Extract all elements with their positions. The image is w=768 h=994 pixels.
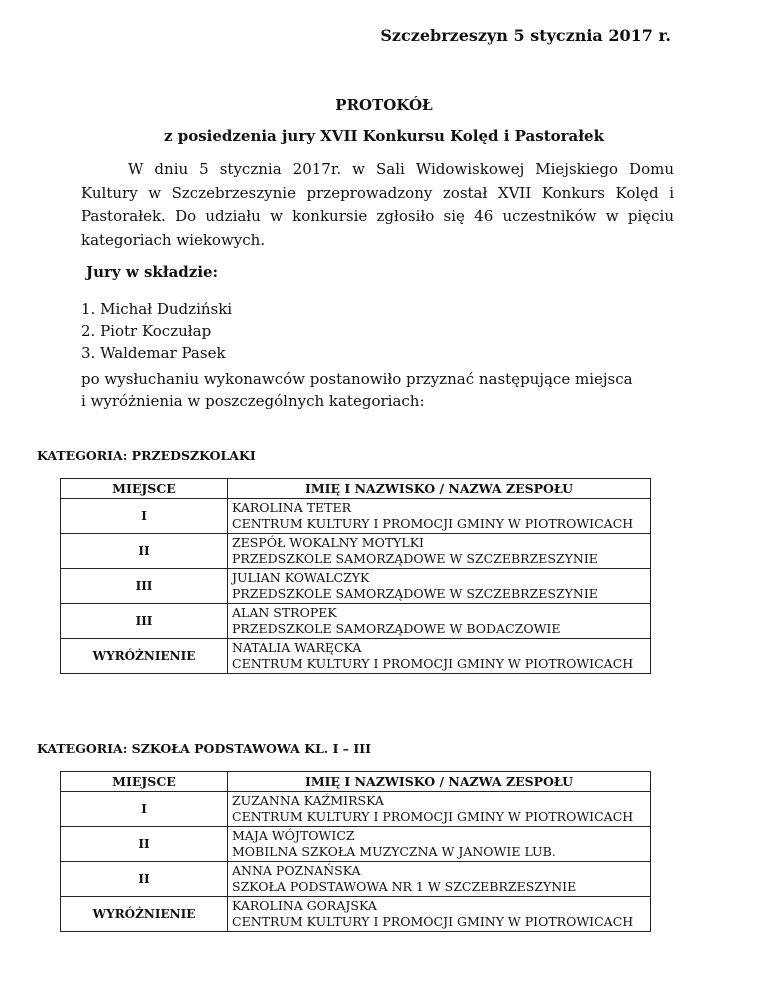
participant-cell <box>228 604 651 639</box>
participant-org: MOBILNA SZKOŁA MUZYCZNA W JANOWIE LUB. <box>232 844 556 859</box>
jury-list <box>81 298 232 364</box>
participant-cell <box>228 639 651 674</box>
table-row <box>61 499 651 534</box>
participant-name: ZUZANNA KAŹMIRSKA <box>232 793 384 808</box>
closing-line: po wysłuchaniu wykonawców postanowiło przyznać następujące miejsca <box>81 370 633 388</box>
participant-cell <box>228 534 651 569</box>
place-cell: WYRÓŻNIENIE <box>61 639 228 674</box>
table-row <box>61 639 651 674</box>
jury-heading: Jury w składzie: <box>86 263 219 281</box>
place-cell: I <box>61 499 228 534</box>
column-header-name: IMIĘ I NAZWISKO / NAZWA ZESPOŁU <box>228 772 651 792</box>
participant-name: NATALIA WARĘCKA <box>232 640 362 655</box>
results-table-primary-1-3 <box>60 771 651 932</box>
participant-name: MAJA WÓJTOWICZ <box>232 828 355 843</box>
participant-name: JULIAN KOWALCZYK <box>232 570 370 585</box>
table-row <box>61 862 651 897</box>
place-cell: I <box>61 792 228 827</box>
document-title: PROTOKÓŁ <box>335 96 433 114</box>
participant-cell <box>228 827 651 862</box>
participant-name: ANNA POZNAŃSKA <box>232 863 361 878</box>
participant-org: PRZEDSZKOLE SAMORZĄDOWE W BODACZOWIE <box>232 621 561 636</box>
table-header-row <box>61 479 651 499</box>
table-row <box>61 534 651 569</box>
column-header-place: MIEJSCE <box>61 772 228 792</box>
participant-cell <box>228 499 651 534</box>
table-header-row <box>61 772 651 792</box>
category-heading-preschool: KATEGORIA: PRZEDSZKOLAKI <box>37 448 256 463</box>
participant-name: ALAN STROPEK <box>232 605 337 620</box>
place-cell: II <box>61 862 228 897</box>
place-cell: WYRÓŻNIENIE <box>61 897 228 932</box>
closing-text <box>81 368 701 412</box>
jury-member: 2. Piotr Koczułap <box>81 322 212 340</box>
participant-cell <box>228 792 651 827</box>
participant-name: KAROLINA TETER <box>232 500 352 515</box>
table-row <box>61 897 651 932</box>
closing-line: i wyróżnienia w poszczególnych kategoriach: <box>81 392 425 410</box>
document-date: Szczebrzeszyn 5 stycznia 2017 r. <box>380 26 671 45</box>
table-row <box>61 827 651 862</box>
category-heading-primary-1-3: KATEGORIA: SZKOŁA PODSTAWOWA KL. I – III <box>37 741 371 756</box>
jury-member: 1. Michał Dudziński <box>81 300 233 318</box>
participant-cell <box>228 862 651 897</box>
participant-name: ZESPÓŁ WOKALNY MOTYLKI <box>232 535 424 550</box>
participant-org: CENTRUM KULTURY I PROMOCJI GMINY W PIOTROWICACH <box>232 914 634 929</box>
participant-org: CENTRUM KULTURY I PROMOCJI GMINY W PIOTROWICACH <box>232 516 634 531</box>
table-row <box>61 604 651 639</box>
place-cell: III <box>61 569 228 604</box>
participant-org: CENTRUM KULTURY I PROMOCJI GMINY W PIOTROWICACH <box>232 809 634 824</box>
participant-org: SZKOŁA PODSTAWOWA NR 1 W SZCZEBRZESZYNIE <box>232 879 577 894</box>
table-row <box>61 569 651 604</box>
column-header-place: MIEJSCE <box>61 479 228 499</box>
column-header-name: IMIĘ I NAZWISKO / NAZWA ZESPOŁU <box>228 479 651 499</box>
results-table-preschool <box>60 478 651 674</box>
table-row <box>61 792 651 827</box>
place-cell: III <box>61 604 228 639</box>
participant-org: CENTRUM KULTURY I PROMOCJI GMINY W PIOTROWICACH <box>232 656 634 671</box>
participant-name: KAROLINA GORAJSKA <box>232 898 377 913</box>
participant-org: PRZEDSZKOLE SAMORZĄDOWE W SZCZEBRZESZYNIE <box>232 551 598 566</box>
jury-member: 3. Waldemar Pasek <box>81 344 226 362</box>
participant-org: PRZEDSZKOLE SAMORZĄDOWE W SZCZEBRZESZYNIE <box>232 586 598 601</box>
intro-paragraph: W dniu 5 stycznia 2017r. w Sali Widowiskowej Miejskiego Domu Kultury w Szczebrzeszynie przeprowadzony został XVII Konkurs Kolęd i Pastorałek. Do udziału w konkursie zgłosiło się 46 uczestników w pięciu kategoriach wiekowych. <box>81 160 674 249</box>
participant-cell <box>228 569 651 604</box>
document-subtitle: z posiedzenia jury XVII Konkursu Kolęd i Pastorałek <box>163 127 604 145</box>
place-cell: II <box>61 534 228 569</box>
place-cell: II <box>61 827 228 862</box>
participant-cell <box>228 897 651 932</box>
